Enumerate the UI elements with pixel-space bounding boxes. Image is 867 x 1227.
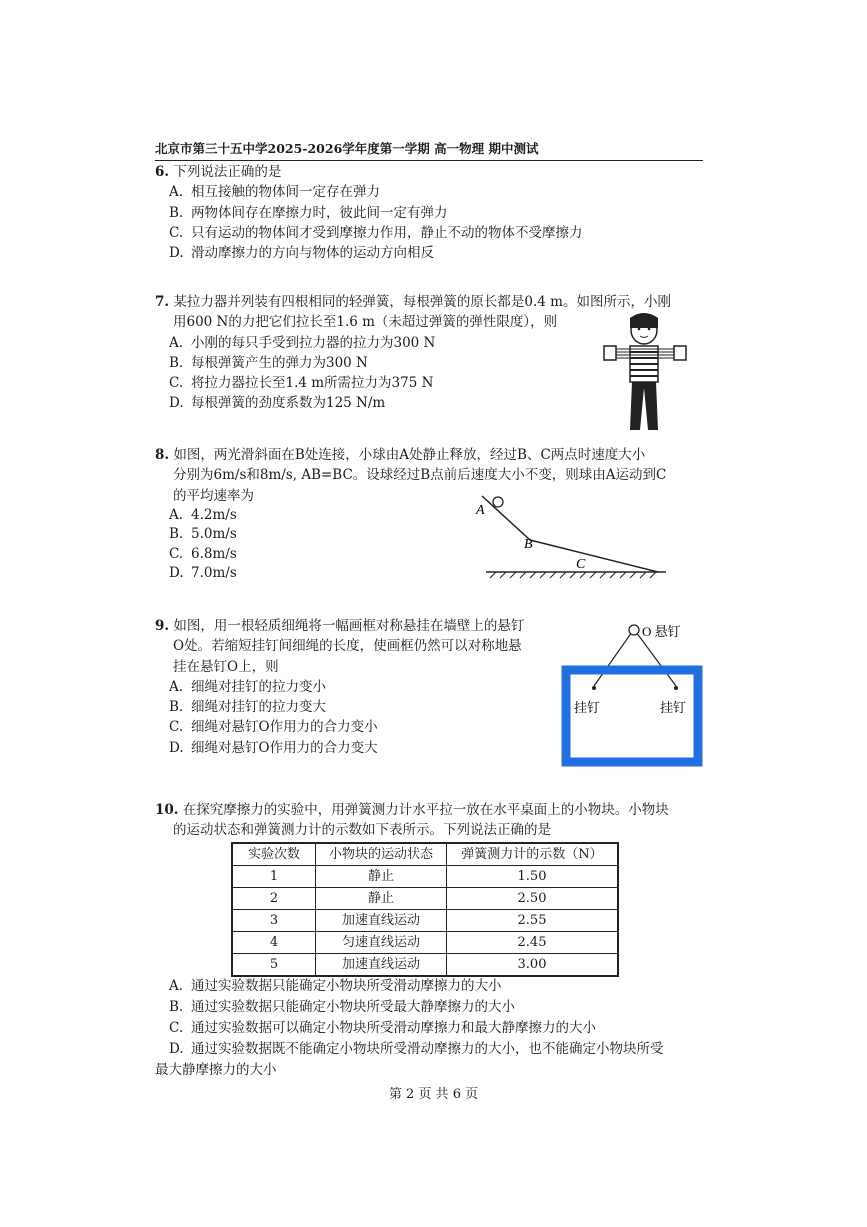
picture-frame [566,670,698,762]
option-a[interactable]: A. 通过实验数据只能确定小物块所受滑动摩擦力的大小 [169,978,502,994]
peg-right-icon [674,686,678,690]
question-9 [155,616,524,758]
boy-with-chest-expander-figure [600,308,690,436]
option-b[interactable]: B. 两物体间存在摩擦力时，彼此间一定有弹力 [169,204,448,221]
table-header-row [232,843,618,866]
page-header: 北京市第三十五中学2025-2026学年度第一学期 高一物理 期中测试 [155,140,703,161]
option-c[interactable]: C. 6.8m/s [169,545,237,562]
question-number: 7. [155,294,170,310]
question-stem-cont: 的运动状态和弹簧测力计的示数如下表所示。下列说法正确的是 [173,822,551,839]
option-d[interactable]: D. 每根弹簧的劲度系数为125 N/m [169,395,386,412]
table-row: 3 加速直线运动 2.55 [232,910,618,932]
option-b[interactable]: B. 每根弹簧产生的弹力为300 N [169,354,368,371]
question-6 [155,162,583,263]
question-number: 10. [155,802,179,818]
table-row: 2 静止 2.50 [232,888,618,910]
question-stem-cont: 挂在悬钉O上，则 [173,658,279,675]
nail-icon [629,625,639,635]
option-b[interactable]: B. 细绳对挂钉的拉力变大 [169,699,326,715]
question-stem-cont: 分别为6m/s和8m/s, AB=BC。设球经过B点前后速度大小不变，则球由A运动到C [173,467,667,484]
page-footer: 第 2 页 共 6 页 [388,1087,479,1102]
option-a[interactable]: A. 4.2m/s [169,506,237,523]
option-d[interactable]: D. 7.0m/s [169,565,237,582]
question-stem: 在探究摩擦力的实验中，用弹簧测力计水平拉一放在水平桌面上的小物块。小物块 [182,802,669,818]
question-number: 9. [155,618,170,634]
question-stem: 如图，两光滑斜面在B处连接，小球由A处静止释放，经过B、C两点时速度大小 [173,447,646,463]
question-7 [155,292,671,414]
point-c-label: C [576,557,586,572]
question-number: 8. [155,447,170,463]
point-b-label: B [524,537,533,552]
option-a[interactable]: A. 相互接触的物体间一定存在弹力 [169,184,380,201]
table-row: 4 匀速直线运动 2.45 [232,932,618,954]
peg-left-label: 挂钉 [574,700,601,715]
table-row: 1 静止 1.50 [232,866,618,888]
option-a[interactable]: A. 小刚的每只手受到拉力器的拉力为300 N [169,334,436,351]
question-stem: 下列说法正确的是 [173,164,282,180]
option-a[interactable]: A. 细绳对挂钉的拉力变小 [169,678,326,695]
picture-frame-figure [560,618,705,768]
question-10-options [155,976,664,1081]
option-d[interactable]: D. 通过实验数据既不能确定小物块所受滑动摩擦力的大小，也不能确定小物块所受 [169,1040,664,1057]
option-d-cont: 最大静摩擦力的大小 [155,1061,277,1078]
inclined-planes-figure [470,490,670,582]
column-header: 实验次数 [232,843,316,866]
option-d[interactable]: D. 滑动摩擦力的方向与物体的运动方向相反 [169,245,434,261]
option-c[interactable]: C. 通过实验数据可以确定小物块所受滑动摩擦力和最大静摩擦力的大小 [169,1019,596,1036]
question-stem: 如图，用一根轻质细绳将一幅画框对称悬挂在墙壁上的悬钉 [173,618,525,634]
option-c[interactable]: C. 只有运动的物体间才受到摩擦力作用，静止不动的物体不受摩擦力 [169,224,583,241]
peg-left-icon [592,686,596,690]
point-a-label: A [476,503,485,518]
column-header: 小物块的运动状态 [316,843,447,866]
option-c[interactable]: C. 将拉力器拉长至1.4 m所需拉力为375 N [169,375,434,391]
peg-right-label: 挂钉 [660,700,687,715]
question-stem-cont: O处。若缩短挂钉间细绳的长度，使画框仍然可以对称地悬 [173,638,522,655]
question-10 [155,800,669,841]
column-header: 弹簧测力计的示数（N） [447,843,619,866]
question-number: 6. [155,164,170,180]
nail-o-label: O 悬钉 [642,624,681,639]
question-stem-cont: 用600 N的力把它们拉长至1.6 m（未超过弹簧的弹性限度），则 [173,314,558,331]
option-b[interactable]: B. 5.0m/s [169,526,237,543]
ball-icon [493,497,503,507]
question-stem-cont: 的平均速率为 [173,487,254,504]
option-b[interactable]: B. 通过实验数据只能确定小物块所受最大静摩擦力的大小 [169,998,515,1015]
table-row: 5 加速直线运动 3.00 [232,954,618,977]
question-stem: 某拉力器并列装有四根相同的轻弹簧，每根弹簧的原长都是0.4 m。如图所示，小刚 [173,294,671,310]
option-c[interactable]: C. 细绳对悬钉O作用力的合力变小 [169,719,378,736]
option-d[interactable]: D. 细绳对悬钉O作用力的合力变大 [169,739,378,756]
experiment-table [231,842,619,977]
